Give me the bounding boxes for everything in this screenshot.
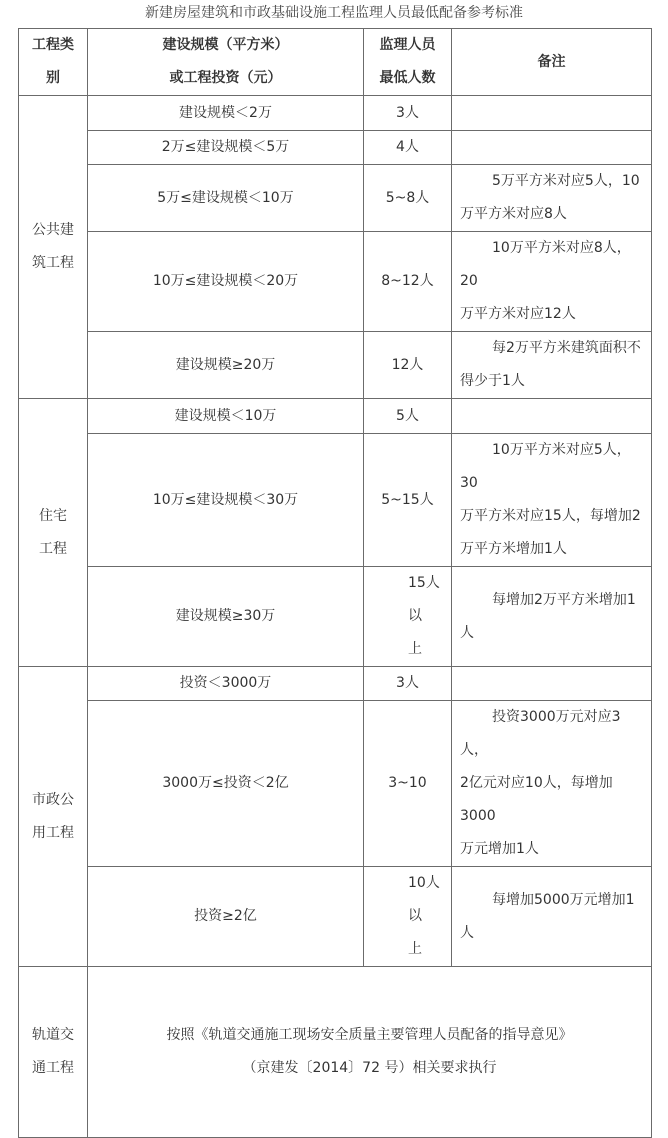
note-cell [452,96,652,131]
scale-cell: 10万≤建设规模＜30万 [88,434,364,567]
scale-cell: 10万≤建设规模＜20万 [88,232,364,332]
note-cell: 投资3000万元对应3人， 2亿元对应10人，每增加3000 万元增加1人 [452,701,652,867]
table-row [19,165,652,232]
min-staff-cell: 15人以 上 [364,567,452,667]
min-staff-cell: 5~8人 [364,165,452,232]
table-row [19,232,652,332]
table-row [19,96,652,131]
project-type-rail: 轨道交 通工程 [19,967,88,1138]
table-row [19,332,652,399]
note-cell [452,131,652,165]
note-cell: 10万平方米对应8人，20 万平方米对应12人 [452,232,652,332]
project-type-cell: 住宅 工程 [19,399,88,667]
header-scale: 建设规模（平方米） 或工程投资（元） [88,29,364,96]
table-row [19,567,652,667]
project-type-cell: 公共建 筑工程 [19,96,88,399]
document-title: 新建房屋建筑和市政基础设施工程监理人员最低配备参考标准 [145,5,523,21]
rail-requirement-text: 按照《轨道交通施工现场安全质量主要管理人员配备的指导意见》 （京建发〔2014〕72 号）相关要求执行 [88,967,652,1138]
min-staff-cell: 8~12人 [364,232,452,332]
table-row [19,131,652,165]
note-cell: 每2万平方米建筑面积不 得少于1人 [452,332,652,399]
scale-cell: 5万≤建设规模＜10万 [88,165,364,232]
min-staff-cell: 10人以 上 [364,867,452,967]
note-cell [452,399,652,434]
scale-cell: 建设规模＜10万 [88,399,364,434]
header-note: 备注 [452,29,652,96]
header-min-staff: 监理人员 最低人数 [364,29,452,96]
scale-cell: 建设规模≥20万 [88,332,364,399]
scale-cell: 投资≥2亿 [88,867,364,967]
scale-cell: 建设规模＜2万 [88,96,364,131]
note-cell: 10万平方米对应5人，30 万平方米对应15人，每增加2 万平方米增加1人 [452,434,652,567]
min-staff-cell: 3~10 [364,701,452,867]
project-type-cell: 市政公 用工程 [19,667,88,967]
staffing-table [18,28,652,1138]
table-row [19,399,652,434]
scale-cell: 建设规模≥30万 [88,567,364,667]
note-cell: 每增加5000万元增加1人 [452,867,652,967]
scale-cell: 3000万≤投资＜2亿 [88,701,364,867]
note-cell: 5万平方米对应5人，10 万平方米对应8人 [452,165,652,232]
min-staff-cell: 3人 [364,96,452,131]
header-row [19,29,652,96]
header-project-type: 工程类 别 [19,29,88,96]
min-staff-cell: 3人 [364,667,452,701]
min-staff-cell: 4人 [364,131,452,165]
table-row [19,867,652,967]
table-row [19,701,652,867]
note-cell [452,667,652,701]
scale-cell: 2万≤建设规模＜5万 [88,131,364,165]
table-row [19,667,652,701]
table-row [19,434,652,567]
min-staff-cell: 5~15人 [364,434,452,567]
min-staff-cell: 12人 [364,332,452,399]
scale-cell: 投资＜3000万 [88,667,364,701]
note-cell: 每增加2万平方米增加1 人 [452,567,652,667]
min-staff-cell: 5人 [364,399,452,434]
table-row-rail [19,967,652,1138]
